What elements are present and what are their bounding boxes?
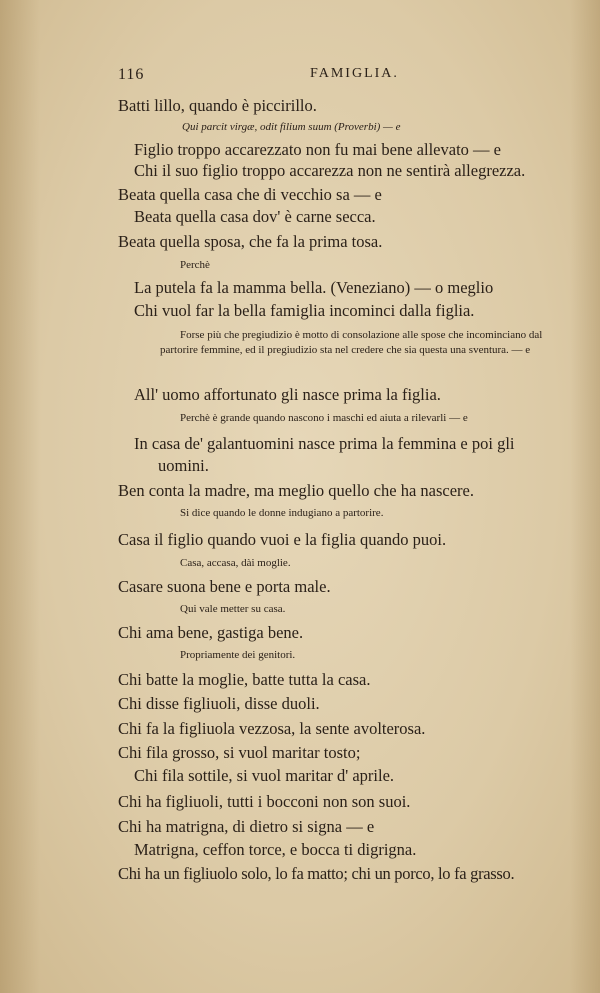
- proverb-line: In casa de' galantuomini nasce prima la femmina e poi gli: [134, 434, 515, 453]
- proverb-line: Chi fila grosso, si vuol maritar tosto;: [118, 743, 361, 762]
- proverb-line: Chi il suo figlio troppo accarezza non ne sentirà allegrezza.: [134, 161, 526, 180]
- running-header: [118, 66, 438, 88]
- proverb-line: Chi disse figliuoli, disse duoli.: [118, 694, 320, 713]
- proverb-line: Chi batte la moglie, batte tutta la casa.: [118, 670, 371, 689]
- page-title: FAMIGLIA.: [310, 66, 399, 81]
- page-number: 116: [118, 66, 145, 83]
- proverb-line: Casare suona bene e porta male.: [118, 577, 331, 596]
- proverb-line: Chi fa la figliuola vezzosa, la sente avolterosa.: [118, 719, 426, 738]
- note-line: Si dice quando le donne indugiano a partorire.: [180, 507, 384, 519]
- proverb-line: Matrigna, ceffon torce, e bocca ti digrigna.: [134, 840, 417, 859]
- proverb-line: Beata quella sposa, che fa la prima tosa.: [118, 232, 383, 251]
- proverb-line: Chi ha figliuoli, tutti i bocconi non son suoi.: [118, 792, 411, 811]
- proverb-line: Ben conta la madre, ma meglio quello che ha nascere.: [118, 481, 474, 500]
- latin-quote: Qui parcit virgæ, odit filium suum (Proverbi) — e: [182, 121, 401, 133]
- proverb-line: Chi ama bene, gastiga bene.: [118, 623, 304, 642]
- proverb-line: All' uomo affortunato gli nasce prima la figlia.: [134, 385, 441, 404]
- proverb-line: Beata quella casa dov' è carne secca.: [134, 207, 376, 226]
- proverb-line: Chi vuol far la bella famiglia incominci dalla figlia.: [134, 301, 475, 320]
- proverb-line: Figlio troppo accarezzato non fu mai bene allevato — e: [134, 140, 501, 159]
- note-line: Casa, accasa, dài moglie.: [180, 557, 291, 569]
- note-line: Propriamente dei genitori.: [180, 649, 296, 661]
- note-line: [182, 120, 400, 135]
- proverb-line-continued: uomini.: [158, 456, 209, 475]
- note-line: Perchè è grande quando nascono i maschi ed aiuta a rilevarli — e: [180, 412, 468, 424]
- note-paragraph: Forse più che pregiudizio è motto di consolazione alle spose che incominciano dal partorire femmine, ed il pregiudizio sta nel credere che sia questa una sventura. — e: [160, 329, 543, 356]
- note-line: Qui vale metter su casa.: [180, 603, 286, 615]
- proverb-line: La putela fa la mamma bella. (Veneziano) — o meglio: [134, 278, 494, 297]
- proverb-line: Casa il figlio quando vuoi e la figlia quando puoi.: [118, 530, 447, 549]
- proverb-line: Batti lillo, quando è piccirillo.: [118, 96, 317, 115]
- proverb-line: Chi ha un figliuolo solo, lo fa matto; chi un porco, lo fa grasso.: [118, 864, 515, 883]
- proverb-line: Beata quella casa che di vecchio sa — e: [118, 185, 382, 204]
- proverb-line: Chi fila sottile, si vuol maritar d' aprile.: [134, 766, 395, 785]
- proverb-line: Chi ha matrigna, di dietro si signa — e: [118, 817, 375, 836]
- note-line: Perchè: [180, 259, 210, 271]
